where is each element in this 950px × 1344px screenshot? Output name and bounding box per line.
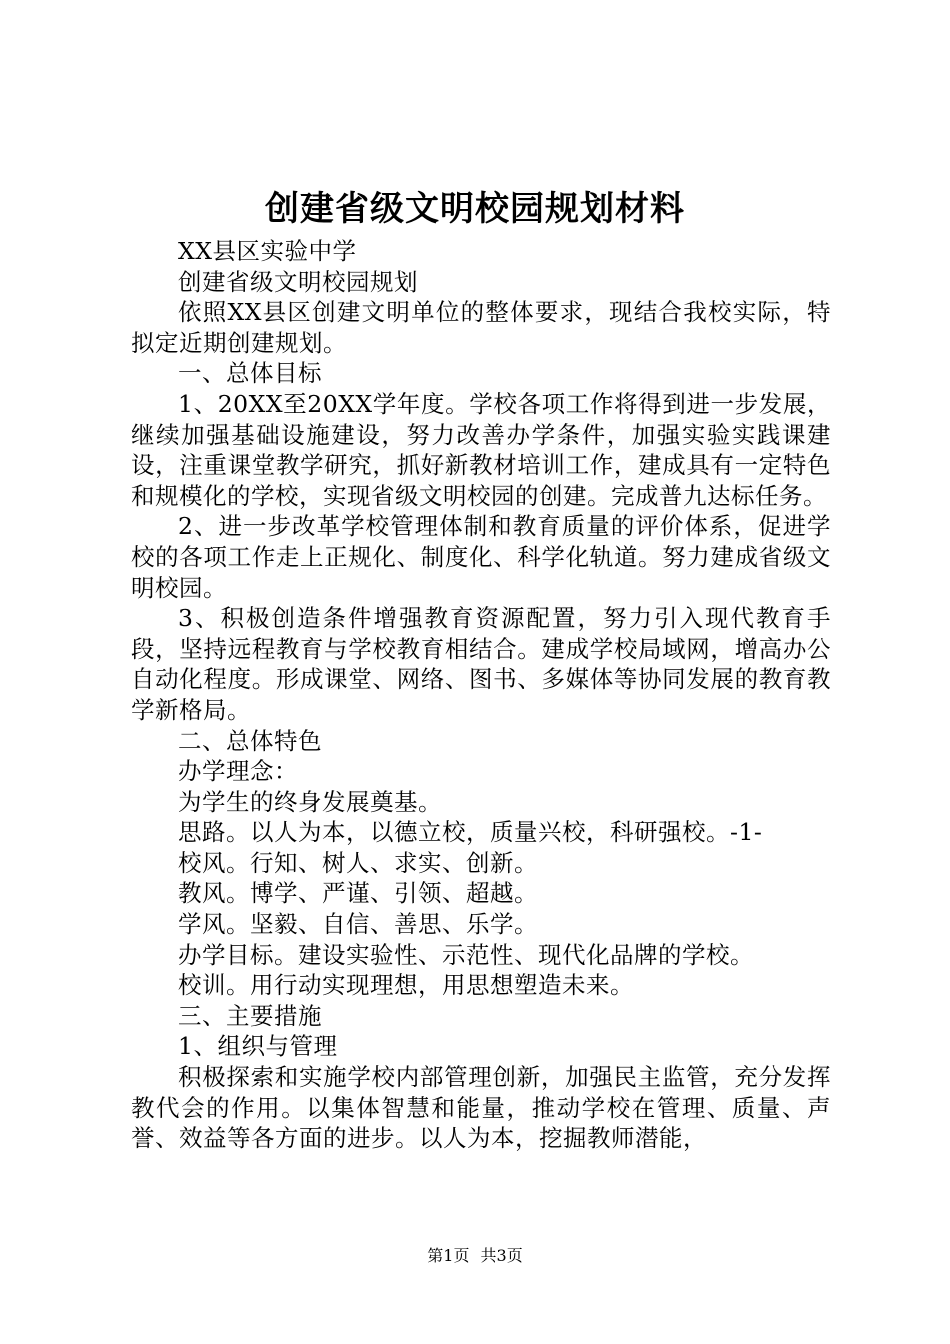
subsection-heading-organization: 1、组织与管理 [178, 1032, 338, 1061]
paragraph-goal-3: 3、积极创造条件增强教育资源配置，努力引入现代教育手段，坚持远程教育与学校教育相结合。建成学校局域网，增高办公自动化程度。形成课堂、网络、图书、多媒体等协同发展的教育教学新格局。 [131, 604, 831, 724]
paragraph-school-goal: 办学目标。建设实验性、示范性、现代化品牌的学校。 [178, 940, 754, 969]
paragraph-motto: 校训。用行动实现理想，用思想塑造未来。 [178, 971, 634, 1000]
paragraph-study-style: 学风。坚毅、自信、善思、乐学。 [178, 910, 538, 939]
section-heading-goals: 一、总体目标 [178, 359, 322, 388]
page-number: 第1页 [427, 1246, 470, 1265]
paragraph-approach: 思路。以人为本，以德立校，质量兴校，科研强校。-1- [178, 818, 763, 847]
document-title: 创建省级文明校园规划材料 [265, 189, 685, 229]
page-total: 共3页 [480, 1246, 523, 1265]
document-body [131, 236, 831, 1154]
section-heading-measures: 三、主要措施 [178, 1001, 322, 1030]
paragraph-plan-name: 创建省级文明校园规划 [178, 267, 418, 296]
paragraph-philosophy-label: 办学理念： [178, 757, 298, 786]
paragraph-goal-1: 1、20XX至20XX学年度。学校各项工作将得到进一步发展，继续加强基础设施建设，努力改善办学条件，加强实验实践课建设，注重课堂教学研究，抓好新教材培训工作，建成具有一定特色和规模化的学校，实现省级文明校园的创建。完成普九达标任务。 [131, 389, 831, 510]
paragraph-teaching-style: 教风。博学、严谨、引领、超越。 [178, 879, 538, 908]
section-heading-features: 二、总体特色 [178, 726, 322, 755]
page-footer [0, 1244, 950, 1268]
paragraph-goal-2: 2、进一步改革学校管理体制和教育质量的评价体系，促进学校的各项工作走上正规化、制度化、科学化轨道。努力建成省级文明校园。 [131, 512, 831, 602]
paragraph-philosophy: 为学生的终身发展奠基。 [178, 787, 442, 816]
paragraph-school-name: XX县区实验中学 [178, 237, 357, 265]
paragraph-organization: 积极探索和实施学校内部管理创新，加强民主监管，充分发挥教代会的作用。以集体智慧和能量，推动学校在管理、质量、声誉、效益等各方面的进步。以人为本，挖掘教师潜能， [131, 1063, 831, 1153]
paragraph-intro: 依照XX县区创建文明单位的整体要求，现结合我校实际，特拟定近期创建规划。 [131, 298, 831, 357]
paragraph-school-spirit: 校风。行知、树人、求实、创新。 [178, 848, 538, 877]
